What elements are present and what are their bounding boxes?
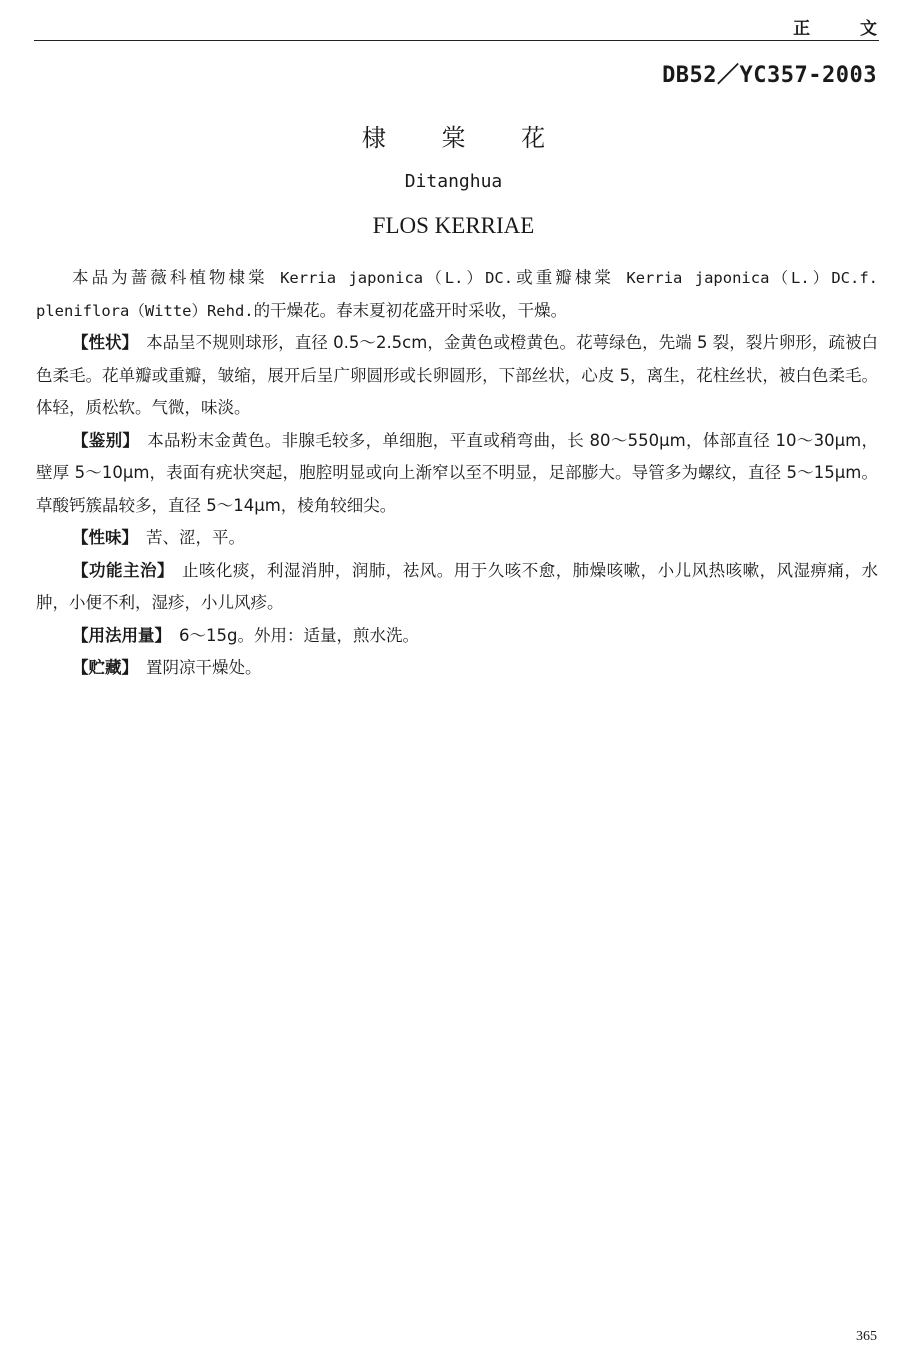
monograph-title: 棣 棠 花 — [361, 124, 570, 152]
monograph-body — [36, 262, 878, 685]
section-functions — [36, 555, 878, 620]
section-heading: 【用法用量】 — [72, 625, 171, 645]
species-name-1: Kerria japonica（L.）DC. — [267, 269, 514, 287]
section-text: 苦、涩，平。 — [146, 528, 245, 547]
header-rule — [34, 40, 879, 41]
monograph-latin-name: FLOS KERRIAE — [372, 213, 535, 238]
intro-text-2: 或重瓣棣棠 — [513, 268, 614, 287]
section-text: 6～15g。外用：适量，煎水洗。 — [179, 625, 419, 645]
section-heading: 【功能主治】 — [72, 560, 174, 580]
section-storage — [36, 652, 878, 685]
section-text: 止咳化痰，利湿消肿，润肺，祛风。用于久咳不愈，肺燥咳嗽，小儿风热咳嗽，风湿痹痛，水肿，小便不利，湿疹，小儿风疹。 — [36, 560, 879, 612]
intro-paragraph — [36, 262, 878, 327]
species-name-2: Kerria japonica（L.）DC.f. pleniflora（Witte）Rehd. — [36, 269, 879, 320]
section-identification — [36, 425, 878, 523]
page-number: 365 — [856, 1329, 877, 1344]
section-heading: 【性味】 — [72, 528, 138, 547]
section-characters — [36, 327, 878, 425]
monograph-pinyin: Ditanghua — [404, 171, 503, 192]
section-heading: 【性状】 — [72, 333, 139, 352]
section-dosage — [36, 620, 878, 653]
section-text: 置阴凉干燥处。 — [146, 658, 262, 677]
section-heading: 【鉴别】 — [72, 430, 140, 450]
section-text: 本品呈不规则球形，直径 0.5～2.5cm，金黄色或橙黄色。花萼绿色，先端 5 裂，裂片卵形，疏被白色柔毛。花单瓣或重瓣，皱缩，展开后呈广卵圆形或长卵圆形，下部丝状，心皮 5，离生，花柱丝状，被白色柔毛。体轻，质松软。气微，味淡。 — [36, 333, 879, 417]
section-text: 本品粉末金黄色。非腺毛较多，单细胞，平直或稍弯曲，长 80～550μm，体部直径 10～30μm，壁厚 5～10μm，表面有疣状突起，胞腔明显或向上渐窄以至不明显，足部膨大。导管多为螺纹，直径 5～15μm。草酸钙簇晶较多，直径 5～14μm，棱角较细尖。 — [36, 430, 878, 515]
section-label: 正 文 — [793, 19, 899, 39]
intro-text-1: 本品为蔷薇科植物棣棠 — [72, 268, 268, 287]
standard-code: DB52／YC357-2003 — [662, 63, 877, 88]
section-heading: 【贮藏】 — [72, 658, 138, 677]
intro-text-3: 的干燥花。春末夏初花盛开时采收，干燥。 — [253, 300, 568, 320]
section-nature-taste — [36, 522, 878, 555]
